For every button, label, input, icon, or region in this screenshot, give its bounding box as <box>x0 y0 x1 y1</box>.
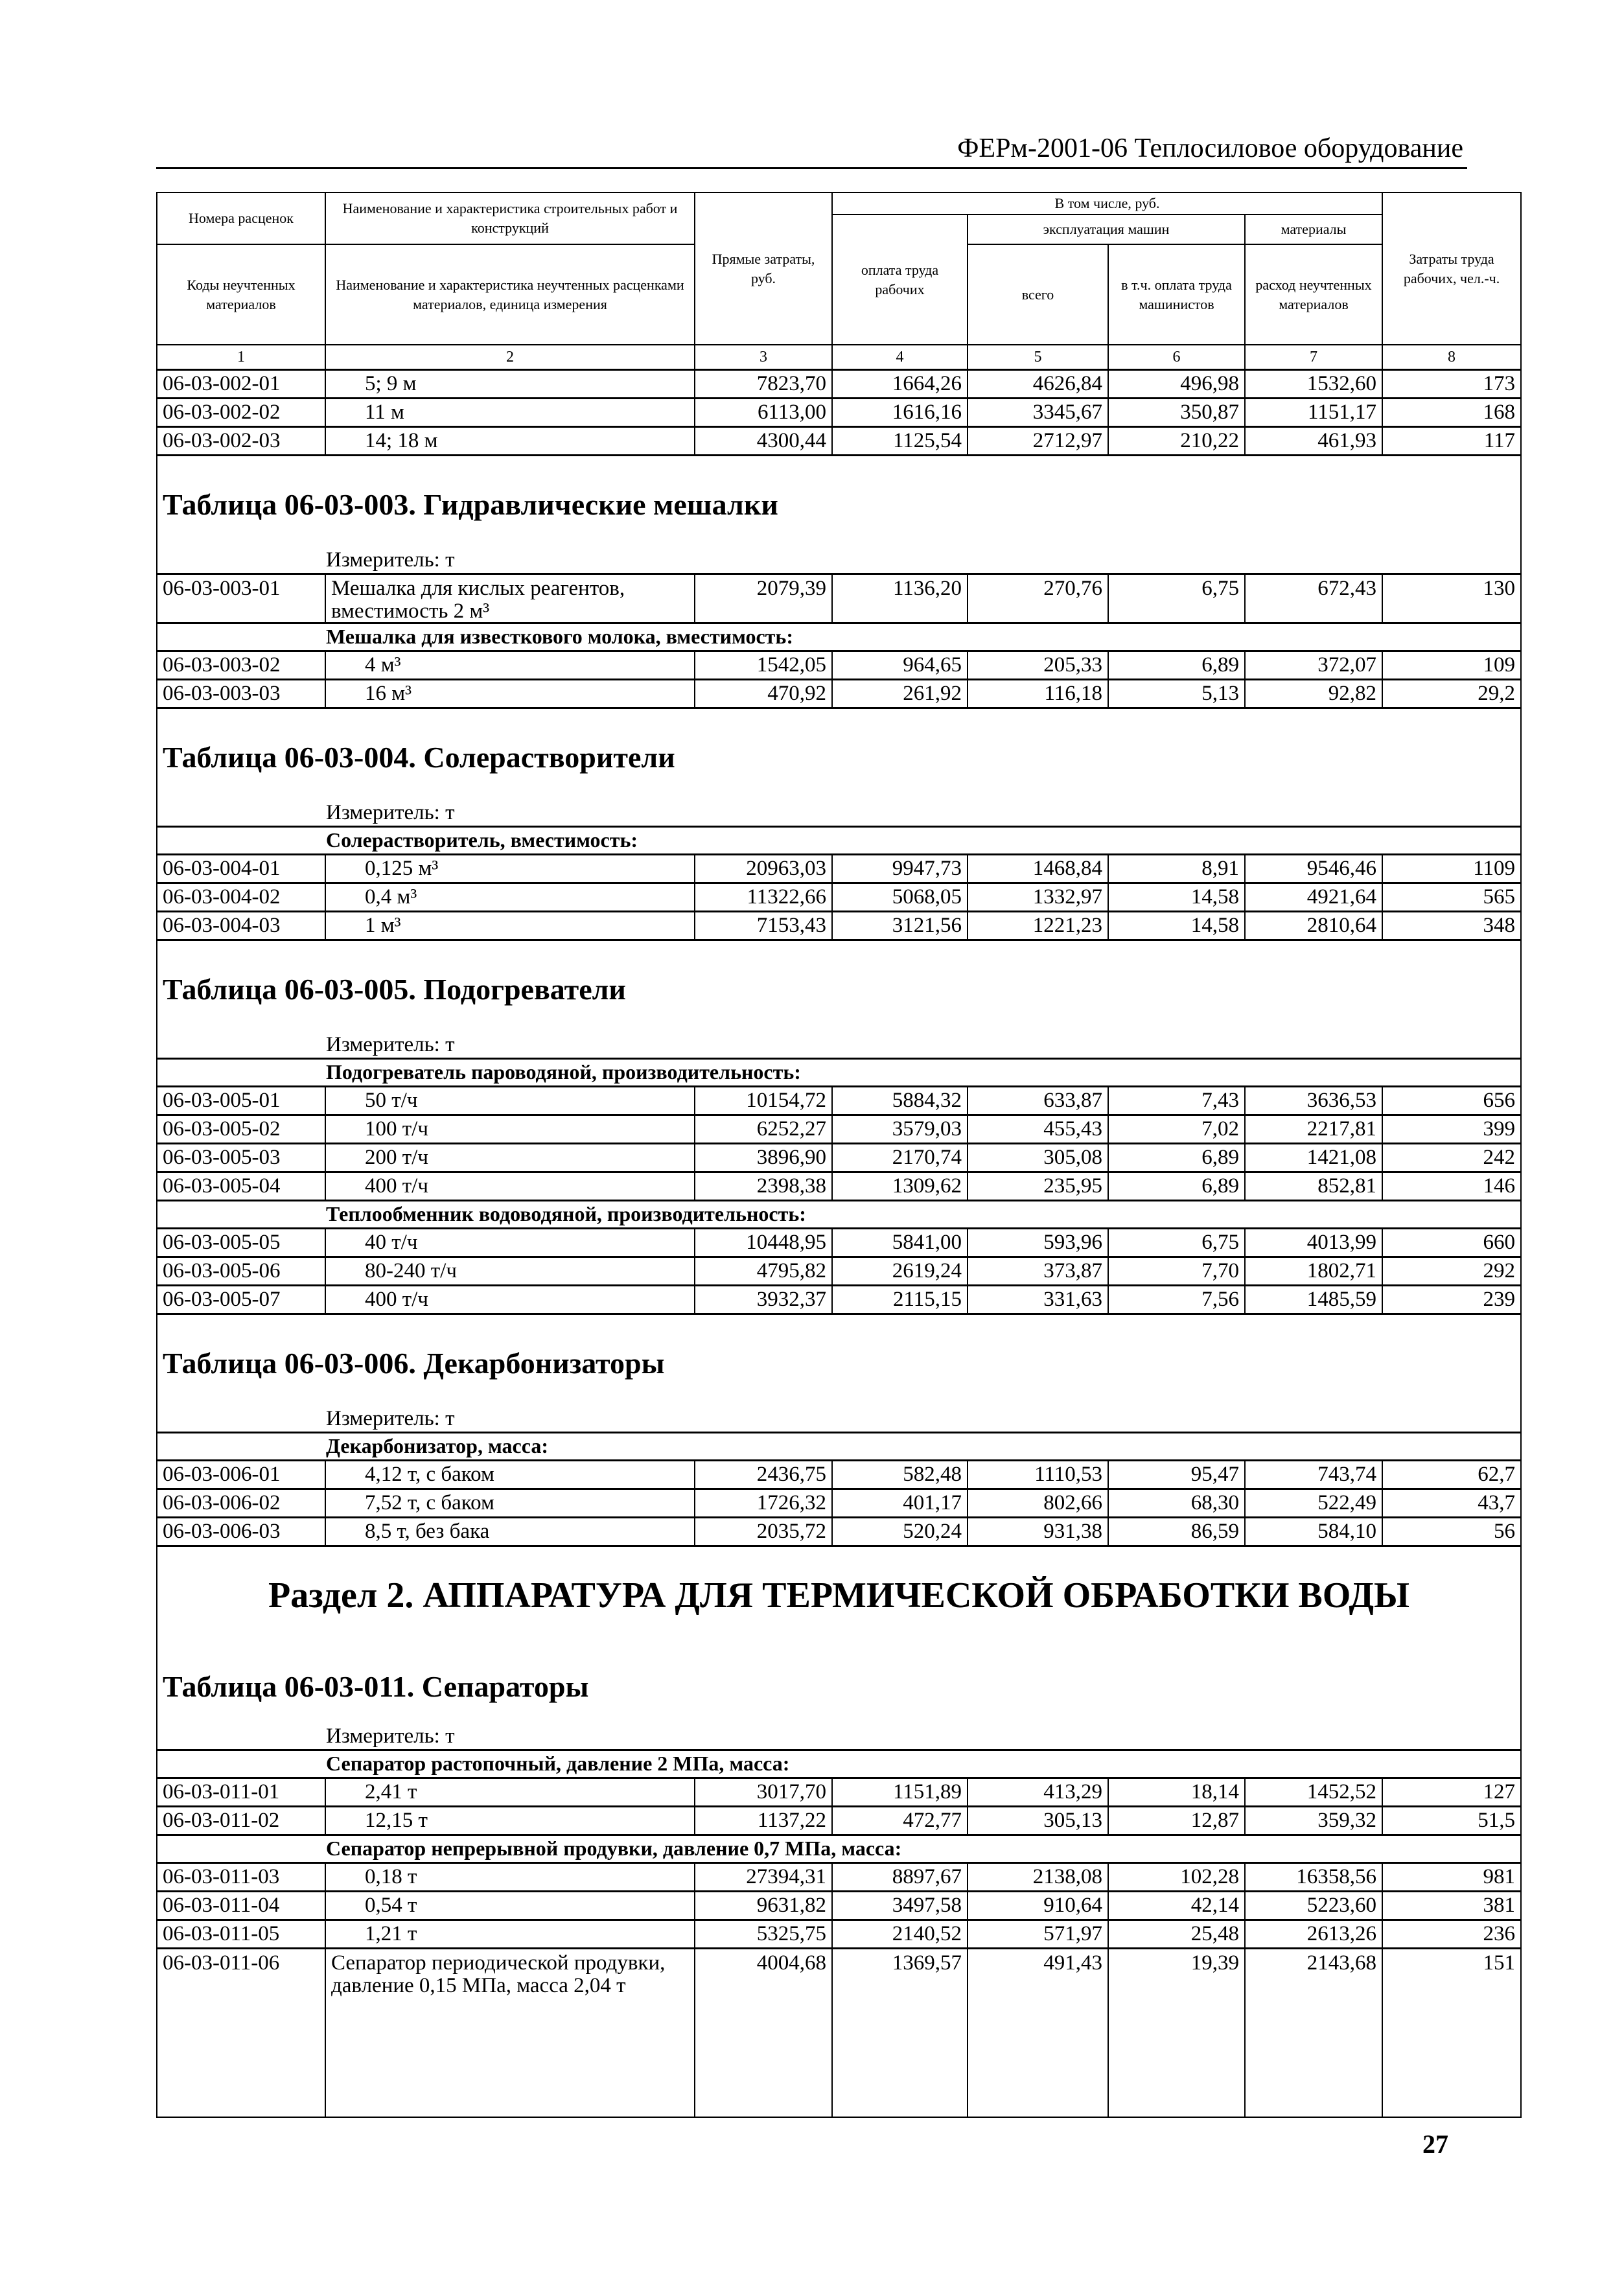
value-col-7: 4921,64 <box>1245 883 1382 912</box>
unit-of-measure-text: Измеритель: т <box>157 800 1521 827</box>
value-col-8: 146 <box>1382 1172 1521 1201</box>
value-col-7: 522,49 <box>1245 1489 1382 1518</box>
value-col-7: 359,32 <box>1245 1807 1382 1835</box>
group-heading <box>157 1835 1521 1863</box>
table-row <box>157 574 1521 623</box>
group-heading <box>157 623 1521 651</box>
value-col-6: 350,87 <box>1108 399 1245 427</box>
value-col-8: 981 <box>1382 1863 1521 1892</box>
header-col7: расход неучтенных материалов <box>1245 244 1382 345</box>
value-col-4: 1369,57 <box>832 1949 968 2117</box>
header-rule <box>156 167 1467 169</box>
value-col-4: 1616,16 <box>832 399 968 427</box>
table-row <box>157 1172 1521 1201</box>
rate-code: 06-03-002-02 <box>157 399 325 427</box>
rate-code: 06-03-003-03 <box>157 680 325 708</box>
item-name: 0,18 т <box>325 1863 695 1892</box>
value-col-7: 2810,64 <box>1245 912 1382 940</box>
table-title <box>157 1644 1521 1723</box>
value-col-6: 6,89 <box>1108 1172 1245 1201</box>
value-col-8: 242 <box>1382 1144 1521 1172</box>
group-heading-text: Сепаратор растопочный, давление 2 МПа, масса: <box>157 1750 1521 1778</box>
item-name: 1,21 т <box>325 1920 695 1949</box>
rate-code: 06-03-006-02 <box>157 1489 325 1518</box>
unit-of-measure-text: Измеритель: т <box>157 1032 1521 1059</box>
value-col-6: 6,75 <box>1108 1229 1245 1257</box>
rate-code: 06-03-004-01 <box>157 855 325 883</box>
value-col-6: 210,22 <box>1108 427 1245 456</box>
value-col-8: 168 <box>1382 399 1521 427</box>
value-col-6: 19,39 <box>1108 1949 1245 2117</box>
item-name: 0,4 м³ <box>325 883 695 912</box>
table-row <box>157 1892 1521 1920</box>
header-col6: в т.ч. оплата труда машинистов <box>1108 244 1245 345</box>
value-col-7: 1151,17 <box>1245 399 1382 427</box>
value-col-5: 4626,84 <box>968 370 1108 399</box>
value-col-6: 8,91 <box>1108 855 1245 883</box>
item-name: Сепаратор периодической продувки, давление 0,15 МПа, масса 2,04 т <box>325 1949 695 2117</box>
table-title <box>157 940 1521 1032</box>
value-col-7: 3636,53 <box>1245 1087 1382 1115</box>
value-col-6: 5,13 <box>1108 680 1245 708</box>
value-col-3: 3896,90 <box>695 1144 832 1172</box>
column-number: 1 <box>157 345 325 370</box>
value-col-7: 9546,46 <box>1245 855 1382 883</box>
value-col-5: 633,87 <box>968 1087 1108 1115</box>
value-col-5: 270,76 <box>968 574 1108 623</box>
header-col3: Прямые затраты, руб. <box>695 192 832 345</box>
table-row <box>157 680 1521 708</box>
price-table <box>156 192 1522 2118</box>
value-col-3: 4004,68 <box>695 1949 832 2117</box>
value-col-5: 116,18 <box>968 680 1108 708</box>
table-title <box>157 708 1521 800</box>
item-name: 4,12 т, с баком <box>325 1461 695 1489</box>
value-col-5: 455,43 <box>968 1115 1108 1144</box>
header-machines: эксплуатация машин <box>968 215 1245 244</box>
value-col-5: 305,08 <box>968 1144 1108 1172</box>
value-col-8: 130 <box>1382 574 1521 623</box>
unit-of-measure <box>157 1723 1521 1750</box>
value-col-5: 1332,97 <box>968 883 1108 912</box>
value-col-4: 2170,74 <box>832 1144 968 1172</box>
rate-code: 06-03-002-03 <box>157 427 325 456</box>
value-col-6: 7,56 <box>1108 1286 1245 1314</box>
rate-code: 06-03-003-02 <box>157 651 325 680</box>
value-col-4: 1125,54 <box>832 427 968 456</box>
value-col-3: 4300,44 <box>695 427 832 456</box>
rate-code: 06-03-005-05 <box>157 1229 325 1257</box>
group-heading <box>157 1201 1521 1229</box>
rate-code: 06-03-005-01 <box>157 1087 325 1115</box>
value-col-6: 7,02 <box>1108 1115 1245 1144</box>
rate-code: 06-03-011-01 <box>157 1778 325 1807</box>
value-col-5: 1110,53 <box>968 1461 1108 1489</box>
table-title-text: Таблица 06-03-004. Солерастворители <box>157 708 1521 800</box>
value-col-7: 743,74 <box>1245 1461 1382 1489</box>
value-col-8: 292 <box>1382 1257 1521 1286</box>
value-col-4: 520,24 <box>832 1518 968 1546</box>
group-heading <box>157 827 1521 855</box>
header-col1-bottom: Коды неучтенных материалов <box>157 244 325 345</box>
column-number: 6 <box>1108 345 1245 370</box>
value-col-3: 1137,22 <box>695 1807 832 1835</box>
group-heading-text: Теплообменник водоводяной, производительность: <box>157 1201 1521 1229</box>
table-row <box>157 1863 1521 1892</box>
value-col-5: 491,43 <box>968 1949 1108 2117</box>
group-heading <box>157 1059 1521 1087</box>
rate-code: 06-03-011-06 <box>157 1949 325 2117</box>
item-name: 2,41 т <box>325 1778 695 1807</box>
table-row <box>157 1807 1521 1835</box>
value-col-6: 6,89 <box>1108 651 1245 680</box>
value-col-3: 2079,39 <box>695 574 832 623</box>
rate-code: 06-03-004-03 <box>157 912 325 940</box>
value-col-5: 305,13 <box>968 1807 1108 1835</box>
value-col-4: 8897,67 <box>832 1863 968 1892</box>
item-name: 11 м <box>325 399 695 427</box>
value-col-3: 1542,05 <box>695 651 832 680</box>
rate-code: 06-03-005-06 <box>157 1257 325 1286</box>
value-col-6: 86,59 <box>1108 1518 1245 1546</box>
table-row <box>157 883 1521 912</box>
table-row <box>157 855 1521 883</box>
item-name: 1 м³ <box>325 912 695 940</box>
item-name: 4 м³ <box>325 651 695 680</box>
value-col-5: 802,66 <box>968 1489 1108 1518</box>
value-col-7: 584,10 <box>1245 1518 1382 1546</box>
value-col-5: 1468,84 <box>968 855 1108 883</box>
item-name: Мешалка для кислых реагентов, вместимость 2 м³ <box>325 574 695 623</box>
value-col-6: 6,89 <box>1108 1144 1245 1172</box>
table-title-text: Таблица 06-03-003. Гидравлические мешалки <box>157 456 1521 548</box>
item-name: 100 т/ч <box>325 1115 695 1144</box>
header-col5: всего <box>968 244 1108 345</box>
column-number: 4 <box>832 345 968 370</box>
value-col-8: 117 <box>1382 427 1521 456</box>
value-col-6: 18,14 <box>1108 1778 1245 1807</box>
value-col-4: 1664,26 <box>832 370 968 399</box>
rate-code: 06-03-006-01 <box>157 1461 325 1489</box>
value-col-3: 11322,66 <box>695 883 832 912</box>
unit-of-measure-text: Измеритель: т <box>157 1723 1521 1750</box>
value-col-8: 51,5 <box>1382 1807 1521 1835</box>
value-col-6: 6,75 <box>1108 574 1245 623</box>
header-col8: Затраты труда рабочих, чел.-ч. <box>1382 192 1521 345</box>
value-col-5: 3345,67 <box>968 399 1108 427</box>
item-name: 5; 9 м <box>325 370 695 399</box>
value-col-4: 2140,52 <box>832 1920 968 1949</box>
value-col-3: 10448,95 <box>695 1229 832 1257</box>
item-name: 80-240 т/ч <box>325 1257 695 1286</box>
value-col-3: 2398,38 <box>695 1172 832 1201</box>
value-col-5: 1221,23 <box>968 912 1108 940</box>
value-col-4: 3579,03 <box>832 1115 968 1144</box>
value-col-3: 4795,82 <box>695 1257 832 1286</box>
column-number: 5 <box>968 345 1108 370</box>
unit-of-measure <box>157 1406 1521 1433</box>
group-heading-text: Подогреватель пароводяной, производительность: <box>157 1059 1521 1087</box>
group-heading-text: Сепаратор непрерывной продувки, давление 0,7 МПа, масса: <box>157 1835 1521 1863</box>
value-col-3: 2436,75 <box>695 1461 832 1489</box>
value-col-5: 931,38 <box>968 1518 1108 1546</box>
item-name: 400 т/ч <box>325 1286 695 1314</box>
header-col2-bottom: Наименование и характеристика неучтенных расценками материалов, единица измерения <box>325 244 695 345</box>
value-col-8: 173 <box>1382 370 1521 399</box>
value-col-4: 3497,58 <box>832 1892 968 1920</box>
column-numbers-row <box>157 345 1521 370</box>
value-col-8: 1109 <box>1382 855 1521 883</box>
value-col-5: 571,97 <box>968 1920 1108 1949</box>
value-col-7: 1532,60 <box>1245 370 1382 399</box>
table-title-text: Таблица 06-03-005. Подогреватели <box>157 940 1521 1032</box>
table-header <box>157 192 1521 370</box>
group-heading <box>157 1433 1521 1461</box>
header-col2-top: Наименование и характеристика строительных работ и конструкций <box>325 192 695 244</box>
value-col-7: 2217,81 <box>1245 1115 1382 1144</box>
table-title <box>157 1314 1521 1406</box>
unit-of-measure-text: Измеритель: т <box>157 1406 1521 1433</box>
value-col-5: 2712,97 <box>968 427 1108 456</box>
rate-code: 06-03-002-01 <box>157 370 325 399</box>
value-col-4: 5068,05 <box>832 883 968 912</box>
value-col-5: 235,95 <box>968 1172 1108 1201</box>
table-title-text: Таблица 06-03-006. Декарбонизаторы <box>157 1314 1521 1406</box>
rate-code: 06-03-005-03 <box>157 1144 325 1172</box>
value-col-6: 102,28 <box>1108 1863 1245 1892</box>
table-row <box>157 399 1521 427</box>
table-row <box>157 370 1521 399</box>
table-row <box>157 1461 1521 1489</box>
value-col-5: 413,29 <box>968 1778 1108 1807</box>
value-col-7: 461,93 <box>1245 427 1382 456</box>
value-col-4: 582,48 <box>832 1461 968 1489</box>
table-row <box>157 1518 1521 1546</box>
table-row <box>157 1087 1521 1115</box>
item-name: 14; 18 м <box>325 427 695 456</box>
rate-code: 06-03-003-01 <box>157 574 325 623</box>
value-col-8: 29,2 <box>1382 680 1521 708</box>
value-col-8: 62,7 <box>1382 1461 1521 1489</box>
item-name: 200 т/ч <box>325 1144 695 1172</box>
value-col-4: 2115,15 <box>832 1286 968 1314</box>
header-col4: оплата труда рабочих <box>832 215 968 345</box>
section-title-text: Раздел 2. АППАРАТУРА ДЛЯ ТЕРМИЧЕСКОЙ ОБРАБОТКИ ВОДЫ <box>157 1546 1521 1645</box>
value-col-3: 10154,72 <box>695 1087 832 1115</box>
value-col-3: 3017,70 <box>695 1778 832 1807</box>
unit-of-measure <box>157 800 1521 827</box>
value-col-3: 2035,72 <box>695 1518 832 1546</box>
value-col-3: 1726,32 <box>695 1489 832 1518</box>
value-col-6: 496,98 <box>1108 370 1245 399</box>
rate-code: 06-03-005-07 <box>157 1286 325 1314</box>
value-col-3: 470,92 <box>695 680 832 708</box>
value-col-4: 472,77 <box>832 1807 968 1835</box>
value-col-6: 7,43 <box>1108 1087 1245 1115</box>
value-col-8: 236 <box>1382 1920 1521 1949</box>
header-including: В том числе, руб. <box>832 192 1382 215</box>
value-col-8: 660 <box>1382 1229 1521 1257</box>
table-row <box>157 1144 1521 1172</box>
value-col-7: 672,43 <box>1245 574 1382 623</box>
value-col-8: 348 <box>1382 912 1521 940</box>
value-col-6: 95,47 <box>1108 1461 1245 1489</box>
value-col-3: 27394,31 <box>695 1863 832 1892</box>
column-number: 8 <box>1382 345 1521 370</box>
header-col1-top: Номера расценок <box>157 192 325 244</box>
value-col-7: 5223,60 <box>1245 1892 1382 1920</box>
table-row <box>157 912 1521 940</box>
value-col-4: 3121,56 <box>832 912 968 940</box>
table-title-text: Таблица 06-03-011. Сепараторы <box>157 1644 1521 1723</box>
value-col-8: 565 <box>1382 883 1521 912</box>
value-col-8: 656 <box>1382 1087 1521 1115</box>
value-col-5: 205,33 <box>968 651 1108 680</box>
rate-code: 06-03-011-03 <box>157 1863 325 1892</box>
value-col-3: 5325,75 <box>695 1920 832 1949</box>
value-col-6: 14,58 <box>1108 883 1245 912</box>
table-row <box>157 1229 1521 1257</box>
value-col-4: 5884,32 <box>832 1087 968 1115</box>
value-col-6: 25,48 <box>1108 1920 1245 1949</box>
value-col-5: 373,87 <box>968 1257 1108 1286</box>
value-col-7: 16358,56 <box>1245 1863 1382 1892</box>
rate-code: 06-03-005-04 <box>157 1172 325 1201</box>
value-col-4: 2619,24 <box>832 1257 968 1286</box>
value-col-7: 852,81 <box>1245 1172 1382 1201</box>
value-col-7: 1421,08 <box>1245 1144 1382 1172</box>
value-col-7: 4013,99 <box>1245 1229 1382 1257</box>
value-col-7: 2613,26 <box>1245 1920 1382 1949</box>
value-col-6: 12,87 <box>1108 1807 1245 1835</box>
unit-of-measure <box>157 547 1521 574</box>
value-col-3: 6113,00 <box>695 399 832 427</box>
group-heading-text: Солерастворитель, вместимость: <box>157 827 1521 855</box>
value-col-3: 7153,43 <box>695 912 832 940</box>
value-col-6: 68,30 <box>1108 1489 1245 1518</box>
group-heading <box>157 1750 1521 1778</box>
section-title <box>157 1546 1521 1645</box>
value-col-3: 6252,27 <box>695 1115 832 1144</box>
value-col-7: 372,07 <box>1245 651 1382 680</box>
item-name: 40 т/ч <box>325 1229 695 1257</box>
running-head: ФЕРм-2001-06 Теплосиловое оборудование <box>957 133 1463 163</box>
group-heading-text: Декарбонизатор, масса: <box>157 1433 1521 1461</box>
value-col-5: 593,96 <box>968 1229 1108 1257</box>
value-col-8: 43,7 <box>1382 1489 1521 1518</box>
rate-code: 06-03-006-03 <box>157 1518 325 1546</box>
value-col-7: 92,82 <box>1245 680 1382 708</box>
table-row <box>157 1286 1521 1314</box>
value-col-4: 9947,73 <box>832 855 968 883</box>
value-col-3: 20963,03 <box>695 855 832 883</box>
value-col-5: 331,63 <box>968 1286 1108 1314</box>
group-heading-text: Мешалка для известкового молока, вместимость: <box>157 623 1521 651</box>
item-name: 0,125 м³ <box>325 855 695 883</box>
value-col-7: 2143,68 <box>1245 1949 1382 2117</box>
item-name: 12,15 т <box>325 1807 695 1835</box>
table-row <box>157 1115 1521 1144</box>
header-materials: материалы <box>1245 215 1382 244</box>
value-col-4: 964,65 <box>832 651 968 680</box>
item-name: 400 т/ч <box>325 1172 695 1201</box>
value-col-3: 7823,70 <box>695 370 832 399</box>
value-col-8: 239 <box>1382 1286 1521 1314</box>
value-col-3: 3932,37 <box>695 1286 832 1314</box>
value-col-6: 42,14 <box>1108 1892 1245 1920</box>
column-number: 7 <box>1245 345 1382 370</box>
value-col-4: 1136,20 <box>832 574 968 623</box>
item-name: 8,5 т, без бака <box>325 1518 695 1546</box>
rate-code: 06-03-005-02 <box>157 1115 325 1144</box>
value-col-7: 1802,71 <box>1245 1257 1382 1286</box>
value-col-8: 381 <box>1382 1892 1521 1920</box>
value-col-8: 56 <box>1382 1518 1521 1546</box>
rate-code: 06-03-011-05 <box>157 1920 325 1949</box>
unit-of-measure <box>157 1032 1521 1059</box>
value-col-4: 1151,89 <box>832 1778 968 1807</box>
page-number: 27 <box>1422 2129 1448 2159</box>
rate-code: 06-03-011-04 <box>157 1892 325 1920</box>
value-col-6: 7,70 <box>1108 1257 1245 1286</box>
item-name: 0,54 т <box>325 1892 695 1920</box>
unit-of-measure-text: Измеритель: т <box>157 547 1521 574</box>
rate-code: 06-03-004-02 <box>157 883 325 912</box>
table-row <box>157 651 1521 680</box>
value-col-4: 401,17 <box>832 1489 968 1518</box>
item-name: 16 м³ <box>325 680 695 708</box>
value-col-5: 910,64 <box>968 1892 1108 1920</box>
table-row <box>157 1920 1521 1949</box>
table-row <box>157 1257 1521 1286</box>
value-col-8: 151 <box>1382 1949 1521 2117</box>
table-row <box>157 427 1521 456</box>
value-col-8: 109 <box>1382 651 1521 680</box>
value-col-6: 14,58 <box>1108 912 1245 940</box>
table-title <box>157 456 1521 548</box>
column-number: 2 <box>325 345 695 370</box>
item-name: 50 т/ч <box>325 1087 695 1115</box>
rate-code: 06-03-011-02 <box>157 1807 325 1835</box>
item-name: 7,52 т, с баком <box>325 1489 695 1518</box>
value-col-4: 1309,62 <box>832 1172 968 1201</box>
value-col-8: 127 <box>1382 1778 1521 1807</box>
value-col-4: 5841,00 <box>832 1229 968 1257</box>
table-row <box>157 1778 1521 1807</box>
table-body <box>157 370 1521 2117</box>
value-col-5: 2138,08 <box>968 1863 1108 1892</box>
table-row <box>157 1949 1521 2117</box>
value-col-7: 1485,59 <box>1245 1286 1382 1314</box>
value-col-4: 261,92 <box>832 680 968 708</box>
value-col-3: 9631,82 <box>695 1892 832 1920</box>
value-col-7: 1452,52 <box>1245 1778 1382 1807</box>
column-number: 3 <box>695 345 832 370</box>
table-row <box>157 1489 1521 1518</box>
value-col-8: 399 <box>1382 1115 1521 1144</box>
